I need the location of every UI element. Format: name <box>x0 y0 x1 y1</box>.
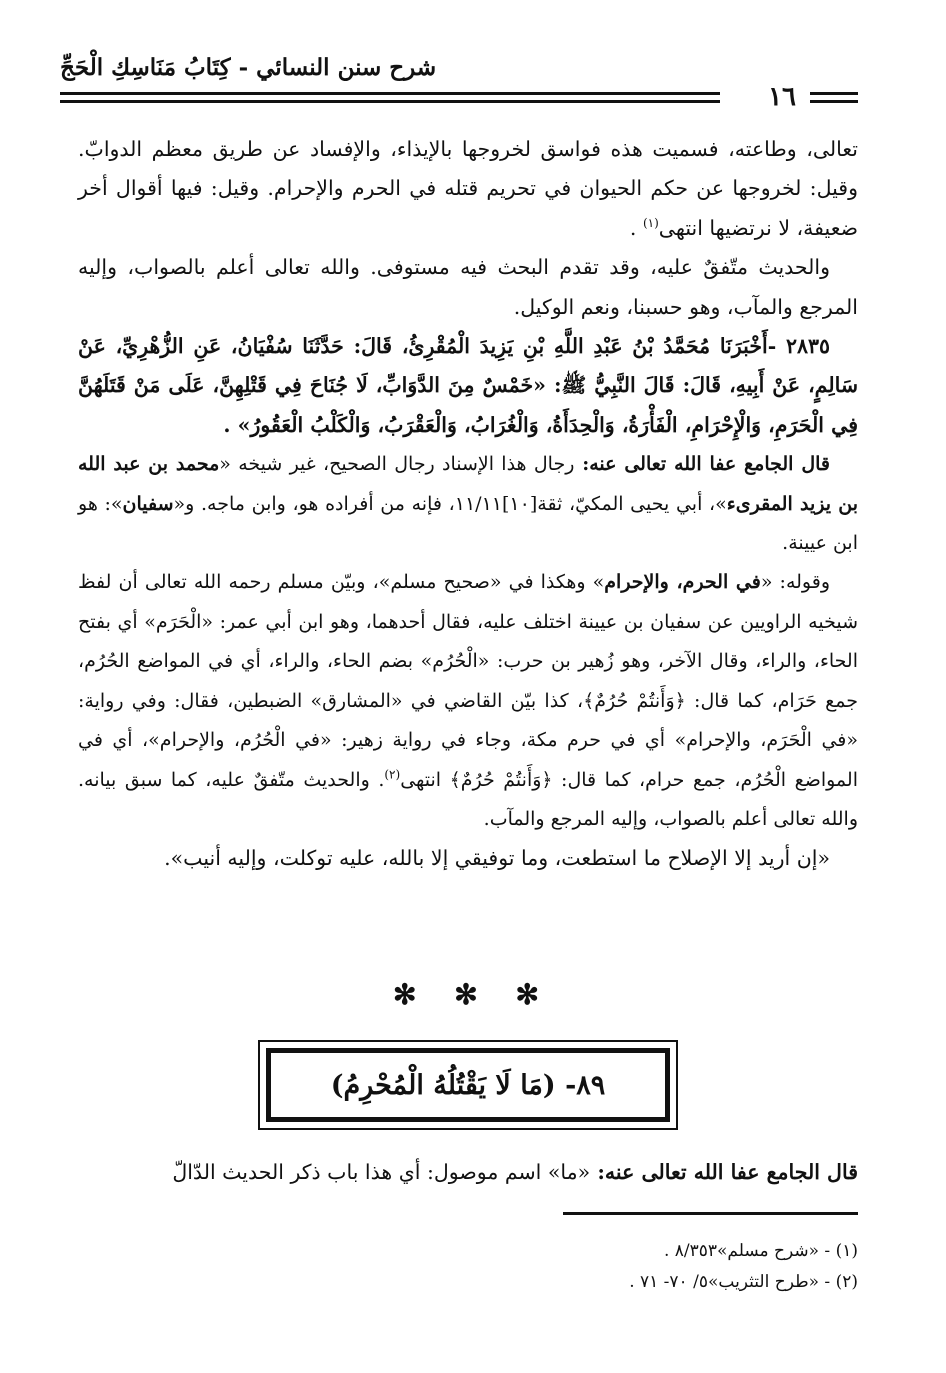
footnote-2: (٢) - «طرح التثريب»٥/ ٧٠- ٧١ . <box>629 1272 858 1292</box>
page-header <box>60 50 858 120</box>
hadith-text: ٢٨٣٥ -أَخْبَرَنَا مُحَمَّدُ بْنُ عَبْدِ اللَّهِ بْنِ يَزِيدَ الْمُقْرِئُ، قَالَ: حَدَّثَنَا سُفْيَانُ، عَنِ الزُّهْرِيِّ، عَنْ سَالِمٍ، عَنْ أَبِيهِ، قَالَ: قَالَ النَّبِيُّ ﷺ: «خَمْسٌ مِنَ الدَّوَابِّ، لَا جُنَاحَ فِي قَتْلِهِنَّ، عَلَى مَنْ قَتَلَهُنَّ فِي الْحَرَمِ، وَالْإِحْرَامِ، الْفَأْرَةُ، وَالْحِدَأَةُ، وَالْغُرَابُ، وَالْعَقْرَبُ، وَالْكَلْبُ الْعَقُورُ» . <box>78 334 858 437</box>
footnote-1: (١) - «شرح مسلم»٨/٣٥٣ . <box>663 1241 858 1261</box>
paragraph-commentary: وقوله: «في الحرم، والإحرام» وهكذا في «صحيح مسلم»، وبيّن مسلم رحمه الله تعالى أن لفظ شيخيه الراويين عن سفيان بن عيينة اختلف عليه، فقال أحدهما، وهو ابن أبي عمر: «الْحَرَم» أي بفتح الحاء، والراء، وقال الآخر، وهو زُهير بن حرب: «الْحُرُم» بضم الحاء، والراء، أي في المواضع الحُرُم، جمع حَرَام، كما قال: ﴿وَأَنتُمْ حُرُمٌ﴾، كذا بيّن القاضي في «المشارق» الضبطين، فقال: وفي رواية: «في الْحَرَم، والإحرام» أي في حرم مكة، وجاء في رواية زهير: «في الْحُرُم، والإحرام»، أي في المواضع الْحُرُم، جمع حرام، كما قال: ﴿وَأَنتُمْ حُرُمٌ﴾ انتهى$^{(٢)}$. والحديث متّفقٌ عليه، كما سبق بيانه. والله تعالى أعلم بالصواب، وإليه المرجع والمآب. <box>78 571 858 830</box>
header-rule <box>60 100 720 103</box>
closing-verse: «إن أريد إلا الإصلاح ما استطعت، وما توفيقي إلا بالله، عليه توكلت، وإليه أنيب». <box>164 846 830 871</box>
running-title: شرح سنن النسائي - كِتَابُ مَنَاسِكِ الْحَجِّ <box>60 54 437 81</box>
paragraph-isnad: قال الجامع عفا الله تعالى عنه: رجال هذا الإسناد رجال الصحيح، غير شيخه «محمد بن عبد الله بن يزيد المقرىء»، أبي يحيى المكيّ، ثقة[١٠]١١/١١، فإنه من أفراده هو، وابن ماجه. و«سفيان»: هو ابن عيينة. <box>78 453 859 555</box>
footnotes <box>629 1236 858 1298</box>
paragraph-2: والحديث متّفقٌ عليه، وقد تقدم البحث فيه مستوفى. والله تعالى أعلم بالصواب، وإليه المرجع والمآب، وهو حسبنا، ونعم الوكيل. <box>78 255 858 319</box>
page-number: ١٦ <box>768 82 796 112</box>
footnote-rule <box>563 1212 858 1215</box>
body-text <box>78 130 858 879</box>
chapter-intro-line: قال الجامع عفا الله تعالى عنه: «ما» اسم موصول: أي هذا باب ذكر الحديث الدّالّ <box>172 1160 858 1184</box>
paragraph-1: تعالى، وطاعته، فسميت هذه فواسق لخروجها بالإيذاء، والإفساد عن طريق معظم الدوابّ. وقيل: لخروجها عن حكم الحيوان في تحريم قتله في الحرم والإحرام. وقيل: فيها أقوال أخر ضعيفة، لا نرتضيها انتهى$^{(١)}$ . <box>78 137 858 240</box>
chapter-title: ٨٩- (مَا لَا يَقْتُلُهُ الْمُحْرِمُ) <box>330 1069 606 1101</box>
page-number-rule <box>810 92 858 95</box>
section-separator: ✻ ✻ ✻ <box>393 978 553 1011</box>
header-rule <box>60 92 720 95</box>
chapter-heading-box <box>258 1040 678 1130</box>
footnote-ref-2[interactable]: (٢) <box>384 767 401 782</box>
page-number-rule <box>810 100 858 103</box>
footnote-ref-1[interactable]: (١) <box>642 215 659 230</box>
chapter-heading-frame <box>266 1048 670 1122</box>
